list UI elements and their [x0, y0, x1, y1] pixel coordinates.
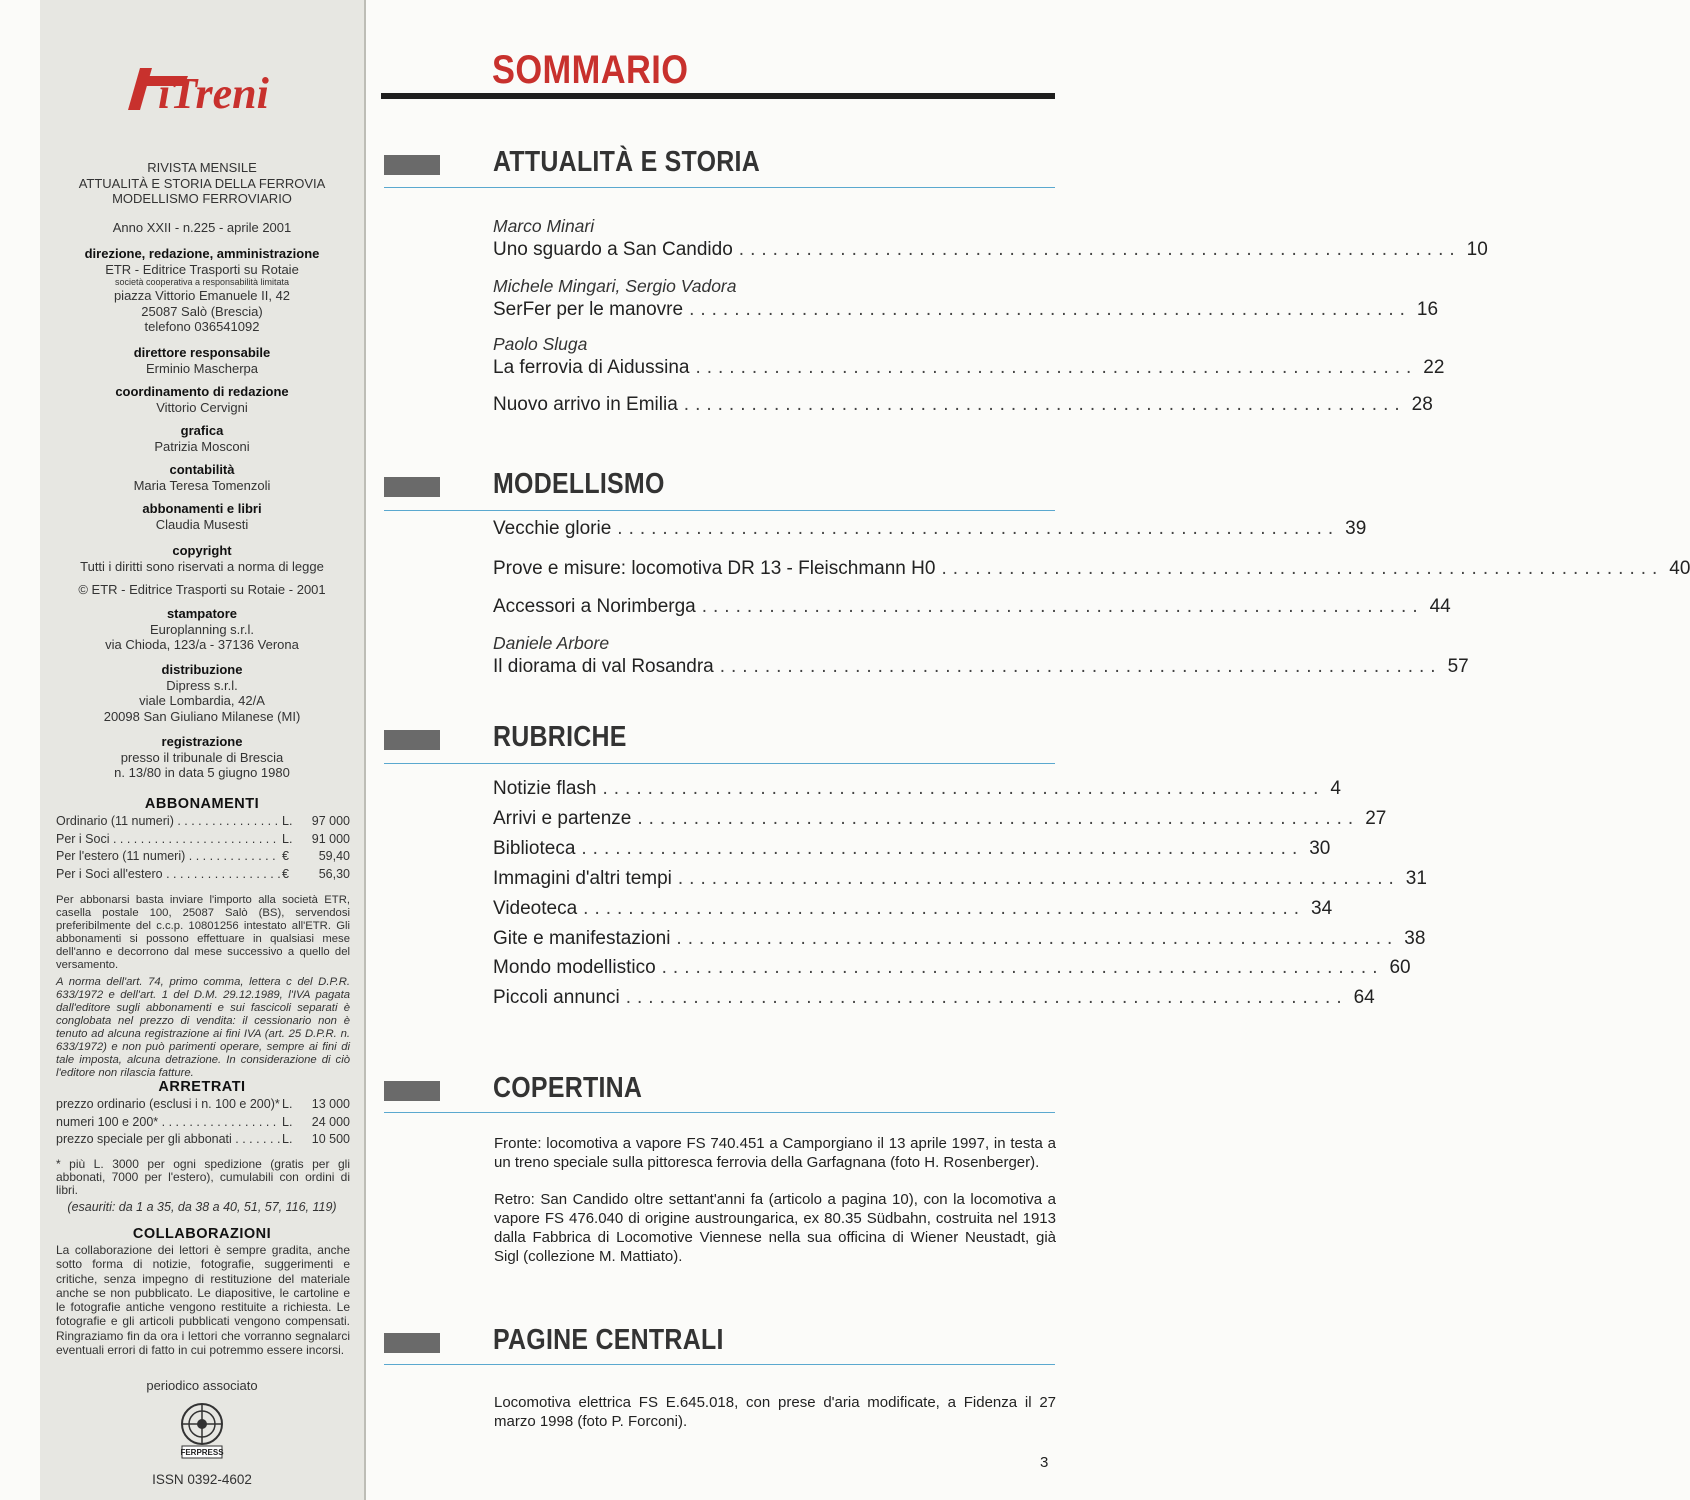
toc-dots: ................................................................	[625, 987, 1348, 1008]
toc-page: 30	[1309, 838, 1331, 859]
toc-entry	[493, 778, 1341, 800]
toc-title: Vecchie glorie	[493, 518, 612, 539]
toc-entry	[493, 838, 1331, 860]
row-value: 10 500	[311, 1132, 350, 1146]
row-currency: L.	[282, 1114, 293, 1129]
row-value: 59,40	[318, 849, 350, 863]
staff-block	[40, 345, 364, 532]
toc-dots: ................................................................	[676, 928, 1399, 949]
section-title: COPERTINA	[493, 1072, 643, 1104]
toc-dots: ................................................................	[617, 518, 1340, 539]
section-rule	[384, 187, 1055, 188]
arretrati-table	[56, 1096, 350, 1149]
abbonamenti-row	[56, 866, 350, 884]
row-currency: L.	[282, 814, 293, 828]
toc-entry	[493, 898, 1333, 920]
intro-line: ATTUALITÀ E STORIA DELLA FERROVIA	[78, 175, 326, 191]
toc-title: Immagini d'altri tempi	[493, 868, 672, 889]
staff-role: direttore responsabile	[133, 345, 271, 360]
toc-page: 27	[1365, 808, 1387, 829]
section-rule	[384, 510, 1055, 511]
centerfold-text: Locomotiva elettrica FS E.645.018, con prese d'aria modificate, a Fidenza il 27 marzo 1998 (foto P. Forconi).	[494, 1394, 1056, 1430]
toc-entry	[493, 868, 1427, 890]
copyright-label: copyright	[172, 543, 232, 558]
distribuzione-block	[40, 662, 364, 724]
toc-author: Marco Minari	[493, 216, 595, 236]
esauriti-note: (esauriti: da 1 a 35, da 38 a 40, 51, 57, 116, 119)	[67, 1200, 337, 1214]
toc-page: 38	[1404, 928, 1426, 949]
toc-page: 31	[1405, 868, 1427, 889]
arretrati-row	[56, 1114, 350, 1132]
toc-page: 16	[1416, 299, 1439, 320]
toc-dots: ................................................................	[602, 778, 1325, 799]
intro-block	[40, 160, 364, 207]
distribuzione-label: distribuzione	[161, 662, 243, 677]
arretrati-row	[56, 1131, 350, 1149]
toc-page: 28	[1411, 394, 1433, 415]
toc-entry	[493, 633, 1469, 678]
row-label: prezzo ordinario (esclusi i n. 100 e 200)*	[56, 1097, 280, 1111]
toc-title: Notizie flash	[493, 778, 597, 799]
toc-title: La ferrovia di Aidussina	[493, 357, 690, 378]
registrazione-label: registrazione	[161, 734, 243, 749]
toc-title: Uno sguardo a San Candido	[493, 239, 733, 260]
section-title: ATTUALITÀ E STORIA	[493, 146, 760, 178]
ferpress-emblem-icon	[170, 1400, 234, 1464]
row-currency: L.	[282, 831, 293, 846]
intro-line: RIVISTA MENSILE	[147, 160, 257, 175]
row-label: Ordinario (11 numeri) . . . . . . . . . . . . . . .	[56, 814, 279, 828]
publisher: ETR - Editrice Trasporti su Rotaie	[105, 261, 299, 277]
toc-entry	[493, 394, 1433, 416]
toc-title: Accessori a Norimberga	[493, 596, 696, 617]
section-rule	[384, 1112, 1055, 1113]
title-rule	[381, 93, 1055, 99]
toc-dots: ................................................................	[701, 596, 1424, 617]
toc-dots: ................................................................	[689, 299, 1411, 320]
toc-entry	[493, 957, 1411, 979]
copyright-etr: © ETR - Editrice Trasporti su Rotaie - 2001	[78, 582, 326, 597]
row-currency: L.	[282, 1132, 293, 1146]
issue-info: Anno XXII - n.225 - aprile 2001	[112, 220, 292, 235]
toc-title: Nuovo arrivo in Emilia	[493, 394, 678, 415]
distribuzione-line: Dipress s.r.l.	[166, 677, 238, 693]
address-line: telefono 036541092	[144, 319, 260, 334]
masthead-sidebar	[40, 0, 366, 1500]
abbonamenti-title: ABBONAMENTI	[144, 796, 260, 812]
toc-title: Gite e manifestazioni	[493, 928, 671, 949]
copyright-text: Tutti i diritti sono riservati a norma di legge	[80, 558, 324, 574]
abbonamenti-row	[56, 831, 350, 849]
section-marker	[384, 730, 440, 750]
section-title: RUBRICHE	[493, 721, 627, 753]
toc-title: Arrivi e partenze	[493, 808, 632, 829]
distribuzione-line: 20098 San Giuliano Milanese (MI)	[103, 708, 301, 724]
toc-page: 22	[1423, 357, 1445, 378]
section-rule	[384, 763, 1055, 764]
arretrati-note: * più L. 3000 per ogni spedizione (gratis per gli abbonati, 7000 per l'estero), cumulabili con ordini di libri.	[56, 1157, 350, 1197]
toc-dots: ................................................................	[719, 656, 1442, 677]
abbonamenti-row	[56, 813, 350, 831]
address-line: 25087 Salò (Brescia)	[141, 303, 263, 319]
toc-dots: ................................................................	[941, 558, 1664, 579]
toc-entry	[493, 596, 1451, 618]
section-title: PAGINE CENTRALI	[493, 1324, 724, 1356]
toc-dots: ................................................................	[581, 838, 1304, 859]
row-currency: €	[282, 849, 289, 863]
row-currency: L.	[282, 1097, 293, 1111]
row-label: Per i Soci . . . . . . . . . . . . . . . . . . . . . . . .	[56, 831, 277, 846]
toc-title: Biblioteca	[493, 838, 576, 859]
page-title: SOMMARIO	[492, 48, 689, 92]
row-currency: €	[282, 866, 289, 881]
toc-entry	[493, 518, 1367, 540]
toc-page: 40	[1669, 558, 1690, 579]
staff-role: contabilità	[169, 462, 235, 477]
toc-dots: ................................................................	[637, 808, 1360, 829]
associato-label: periodico associato	[146, 1378, 258, 1393]
collaborazioni-title: COLLABORAZIONI	[132, 1226, 272, 1242]
toc-dots: ................................................................	[583, 898, 1306, 919]
stampatore-line: via Chioda, 123/a - 37136 Verona	[105, 637, 299, 652]
row-value: 56,30	[318, 866, 350, 881]
ferpress-label: FERPRESS	[180, 1448, 224, 1457]
row-value: 13 000	[311, 1097, 350, 1111]
staff-name: Patrizia Mosconi	[154, 438, 250, 454]
arretrati-title: ARRETRATI	[158, 1079, 246, 1095]
section-marker	[384, 1333, 440, 1353]
staff-role: grafica	[180, 423, 224, 438]
toc-title: Il diorama di val Rosandra	[493, 656, 714, 677]
abbonamenti-row	[56, 848, 350, 866]
toc-dots: ................................................................	[661, 957, 1384, 978]
toc-page: 10	[1466, 239, 1488, 260]
row-label: prezzo speciale per gli abbonati . . . . . . .	[56, 1132, 281, 1146]
registrazione-block	[40, 734, 364, 781]
row-label: Per i Soci all'estero . . . . . . . . . . . . . . . . .	[56, 866, 281, 881]
direzione-label: direzione, redazione, amministrazione	[84, 246, 320, 261]
intro-line: MODELLISMO FERROVIARIO	[112, 191, 292, 206]
issn: ISSN 0392-4602	[152, 1472, 252, 1487]
stampatore-label: stampatore	[166, 606, 238, 621]
cover-back-text: Retro: San Candido oltre settant'anni fa (articolo a pagina 10), con la locomotiva a vapore FS 476.040 di origine austroungarica, ex 80.35 Südbahn, costruita nel 1913 dalla Fabbrica di Locomotive Viennese nella sua officina di Wiener Neustadt, già Sigl (collezione M. Mattiato).	[494, 1191, 1056, 1265]
row-value: 97 000	[311, 814, 350, 828]
treni-logo	[118, 62, 298, 118]
toc-author: Michele Mingari, Sergio Vadora	[493, 276, 737, 296]
collaborazioni-text: La collaborazione dei lettori è sempre gradita, anche sotto forma di notizie, fotografie, suggerimenti e critiche, senza impegno di restituzione del materiale anche se non pubblicato. Le diapositive, le cartoline e le fotografie antiche vengono restituite a richiesta. Le fotografie e gli articoli pubblicati vengono compensati. Ringraziamo fin da ora i lettori che vorranno segnalarci eventuali errori di fatto in cui potremmo essere incorsi.	[56, 1243, 350, 1358]
staff-role: abbonamenti e libri	[142, 501, 262, 516]
toc-entry	[493, 558, 1690, 580]
toc-entry	[493, 987, 1375, 1009]
toc-entry	[493, 334, 1445, 379]
row-value: 24 000	[311, 1114, 350, 1129]
iva-note: A norma dell'art. 74, primo comma, lettera c del D.P.R. 633/1972 e dell'art. 1 del D.M. 29.12.1989, l'IVA pagata dall'editore sugli abbonamenti e sui fascicoli separati è conglobata nel prezzo di vendita: il cessionario non è tenuto ad alcuna registrazione ai fini IVA (art. 25 D.P.R. n. 633/1972) e non può parimenti operare, sempre ai fini di tale imposta, alcuna detrazione. In considerazione di ciò l'editore non rilascia fatture.	[56, 976, 350, 1079]
toc-title: SerFer per le manovre	[493, 299, 684, 320]
registrazione-line: n. 13/80 in data 5 giugno 1980	[114, 765, 290, 780]
toc-dots: ................................................................	[683, 394, 1406, 415]
direzione-block	[40, 246, 364, 335]
toc-page: 64	[1353, 987, 1375, 1008]
address-line: piazza Vittorio Emanuele II, 42	[113, 288, 291, 303]
section-title: MODELLISMO	[493, 468, 665, 500]
section-rule	[384, 1364, 1055, 1365]
row-label: Per l'estero (11 numeri) . . . . . . . . . . . . .	[56, 849, 276, 863]
abbonamenti-note: Per abbonarsi basta inviare l'importo alla società ETR, casella postale 100, 25087 Salò (BS), servendosi preferibilmente del c.c.p. 10801256 intestato all'ETR. Gli abbonamenti si possono effettuare in qualsiasi mese dell'anno e decorrono dal mese successivo a quello del versamento.	[56, 894, 350, 971]
staff-name: Erminio Mascherpa	[146, 360, 258, 376]
copyright-block	[40, 543, 364, 598]
toc-title: Prove e misure: locomotiva DR 13 - Fleischmann H0	[493, 558, 936, 579]
staff-name: Claudia Musesti	[155, 516, 249, 532]
distribuzione-line: viale Lombardia, 42/A	[139, 693, 265, 708]
toc-dots: ................................................................	[695, 357, 1418, 378]
publisher-note: società cooperativa a responsabilità limitata	[114, 277, 290, 287]
toc-entry	[493, 276, 1439, 321]
staff-name: Maria Teresa Tomenzoli	[133, 477, 271, 493]
toc-author: Daniele Arbore	[493, 633, 610, 653]
page-number: 3	[1040, 1454, 1049, 1471]
toc-page: 34	[1311, 898, 1333, 919]
toc-dots: ................................................................	[677, 868, 1400, 889]
abbonamenti-table	[56, 813, 350, 883]
row-value: 91 000	[311, 831, 350, 846]
stampatore-block	[40, 606, 364, 653]
toc-page: 39	[1345, 518, 1367, 539]
toc-dots: ................................................................	[738, 239, 1461, 260]
staff-name: Vittorio Cervigni	[156, 399, 248, 415]
staff-role: coordinamento di redazione	[115, 384, 289, 399]
toc-page: 57	[1447, 656, 1469, 677]
toc-entry	[493, 808, 1387, 830]
section-marker	[384, 155, 440, 175]
section-marker	[384, 1081, 440, 1101]
toc-page: 44	[1429, 596, 1451, 617]
toc-title: Videoteca	[493, 898, 578, 919]
stampatore-line: Europlanning s.r.l.	[149, 621, 255, 637]
cover-front-text: Fronte: locomotiva a vapore FS 740.451 a Camporgiano il 13 aprile 1997, in testa a un treno speciale sulla pittoresca ferrovia della Garfagnana (foto H. Rosenberger).	[494, 1135, 1056, 1171]
logo-text: iTreni	[158, 69, 269, 118]
section-marker	[384, 477, 440, 497]
toc-page: 60	[1389, 957, 1411, 978]
toc-entry	[493, 928, 1426, 950]
toc-entry	[493, 216, 1488, 261]
toc-author: Paolo Sluga	[493, 334, 588, 354]
toc-title: Mondo modellistico	[493, 957, 656, 978]
registrazione-line: presso il tribunale di Brescia	[120, 749, 284, 765]
arretrati-row	[56, 1096, 350, 1114]
toc-page: 4	[1330, 778, 1341, 799]
row-label: numeri 100 e 200* . . . . . . . . . . . . . . . . .	[56, 1114, 277, 1129]
toc-title: Piccoli annunci	[493, 987, 620, 1008]
